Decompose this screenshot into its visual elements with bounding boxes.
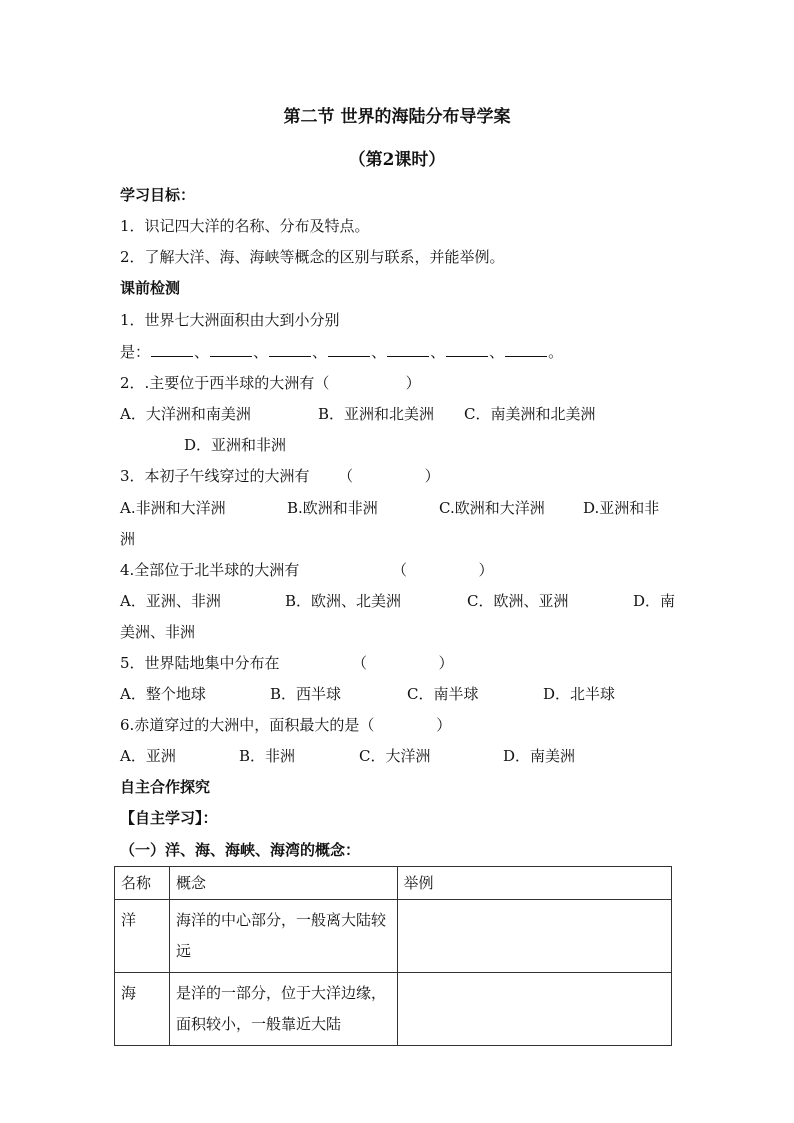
q2-option-c: C．南美洲和北美洲 — [464, 405, 596, 423]
table-header-row — [115, 867, 672, 900]
table-cell-concept: 海洋的中心部分，一般离大陆较远 — [169, 900, 397, 973]
table-cell-example[interactable] — [397, 900, 671, 973]
q2-option-a: A．大洋洲和南美洲 — [120, 405, 251, 423]
answer-blank[interactable] — [269, 342, 311, 357]
q6-option-a: A．亚洲 — [120, 747, 176, 765]
page-subtitle: （第2课时） — [348, 150, 446, 170]
q2-option-d: D．亚洲和非洲 — [184, 436, 287, 454]
self-study-heading: 【自主学习】： — [120, 809, 218, 827]
q3-option-c: C.欧洲和大洋洲 — [439, 499, 545, 517]
table-cell-example[interactable] — [397, 973, 671, 1046]
table-cell-concept: 是洋的一部分，位于大洋边缘，面积较小，一般靠近大陆 — [169, 973, 397, 1046]
answer-blank[interactable] — [446, 342, 488, 357]
question-5-paren: （ ） — [352, 654, 454, 672]
question-3: 3．本初子午线穿过的大洲有 （ ） — [120, 467, 440, 485]
q4-option-d-cont: 美洲、非洲 — [120, 623, 196, 641]
pretest-heading: 课前检测 — [120, 279, 181, 297]
page-title: 第二节 世界的海陆分布导学案 — [283, 107, 511, 127]
q3-option-b: B.欧洲和非洲 — [287, 499, 378, 517]
table-cell-name: 洋 — [115, 900, 170, 973]
concepts-heading: （一）洋、海、海峡、海湾的概念： — [120, 841, 361, 859]
answer-blank[interactable] — [210, 342, 252, 357]
table-header-name: 名称 — [115, 867, 170, 900]
question-1-answer-line: 是： 、 、 、 、 、 、 。 — [120, 343, 564, 361]
q5-option-d: D．北半球 — [543, 685, 616, 703]
q6-option-d: D．南美洲 — [503, 747, 576, 765]
q5-option-c: C．南半球 — [407, 685, 479, 703]
question-4: 4.全部位于北半球的大洲有 — [120, 561, 300, 579]
answer-blank[interactable] — [151, 342, 193, 357]
q3-option-a: A.非洲和大洋洲 — [120, 499, 226, 517]
table-cell-name: 海 — [115, 973, 170, 1046]
table-row — [115, 973, 672, 1046]
answer-blank[interactable] — [328, 342, 370, 357]
question-6: 6.赤道穿过的大洲中，面积最大的是（ ） — [120, 716, 452, 734]
concepts-table — [114, 866, 672, 1046]
q6-option-c: C．大洋洲 — [359, 747, 431, 765]
question-2: 2．.主要位于西半球的大洲有（ ） — [120, 374, 421, 392]
answer-prefix: 是： — [120, 343, 151, 361]
objective-item-2: 2．了解大洋、海、海峡等概念的区别与联系，并能举例。 — [120, 248, 505, 266]
question-1: 1．世界七大洲面积由大到小分别 — [120, 311, 340, 329]
answer-blank[interactable] — [387, 342, 429, 357]
table-header-example: 举例 — [397, 867, 671, 900]
question-4-paren: （ ） — [392, 561, 494, 579]
q2-option-b: B．亚洲和北美洲 — [318, 405, 435, 423]
q3-option-d-cont: 洲 — [120, 530, 136, 548]
q4-option-d: D．南 — [633, 592, 676, 610]
answer-blank[interactable] — [505, 342, 547, 357]
q5-option-b: B．西半球 — [270, 685, 342, 703]
q6-option-b: B．非洲 — [239, 747, 296, 765]
q4-option-b: B．欧洲、北美洲 — [285, 592, 402, 610]
objectives-heading: 学习目标： — [120, 186, 196, 204]
q3-option-d: D.亚洲和非 — [583, 499, 660, 517]
table-row — [115, 900, 672, 973]
q4-option-a: A．亚洲、非洲 — [120, 592, 221, 610]
objective-item-1: 1．识记四大洋的名称、分布及特点。 — [120, 217, 370, 235]
explore-heading: 自主合作探究 — [120, 778, 211, 796]
table-header-concept: 概念 — [169, 867, 397, 900]
q4-option-c: C．欧洲、亚洲 — [467, 592, 569, 610]
question-5: 5．世界陆地集中分布在 — [120, 654, 280, 672]
q5-option-a: A．整个地球 — [120, 685, 206, 703]
